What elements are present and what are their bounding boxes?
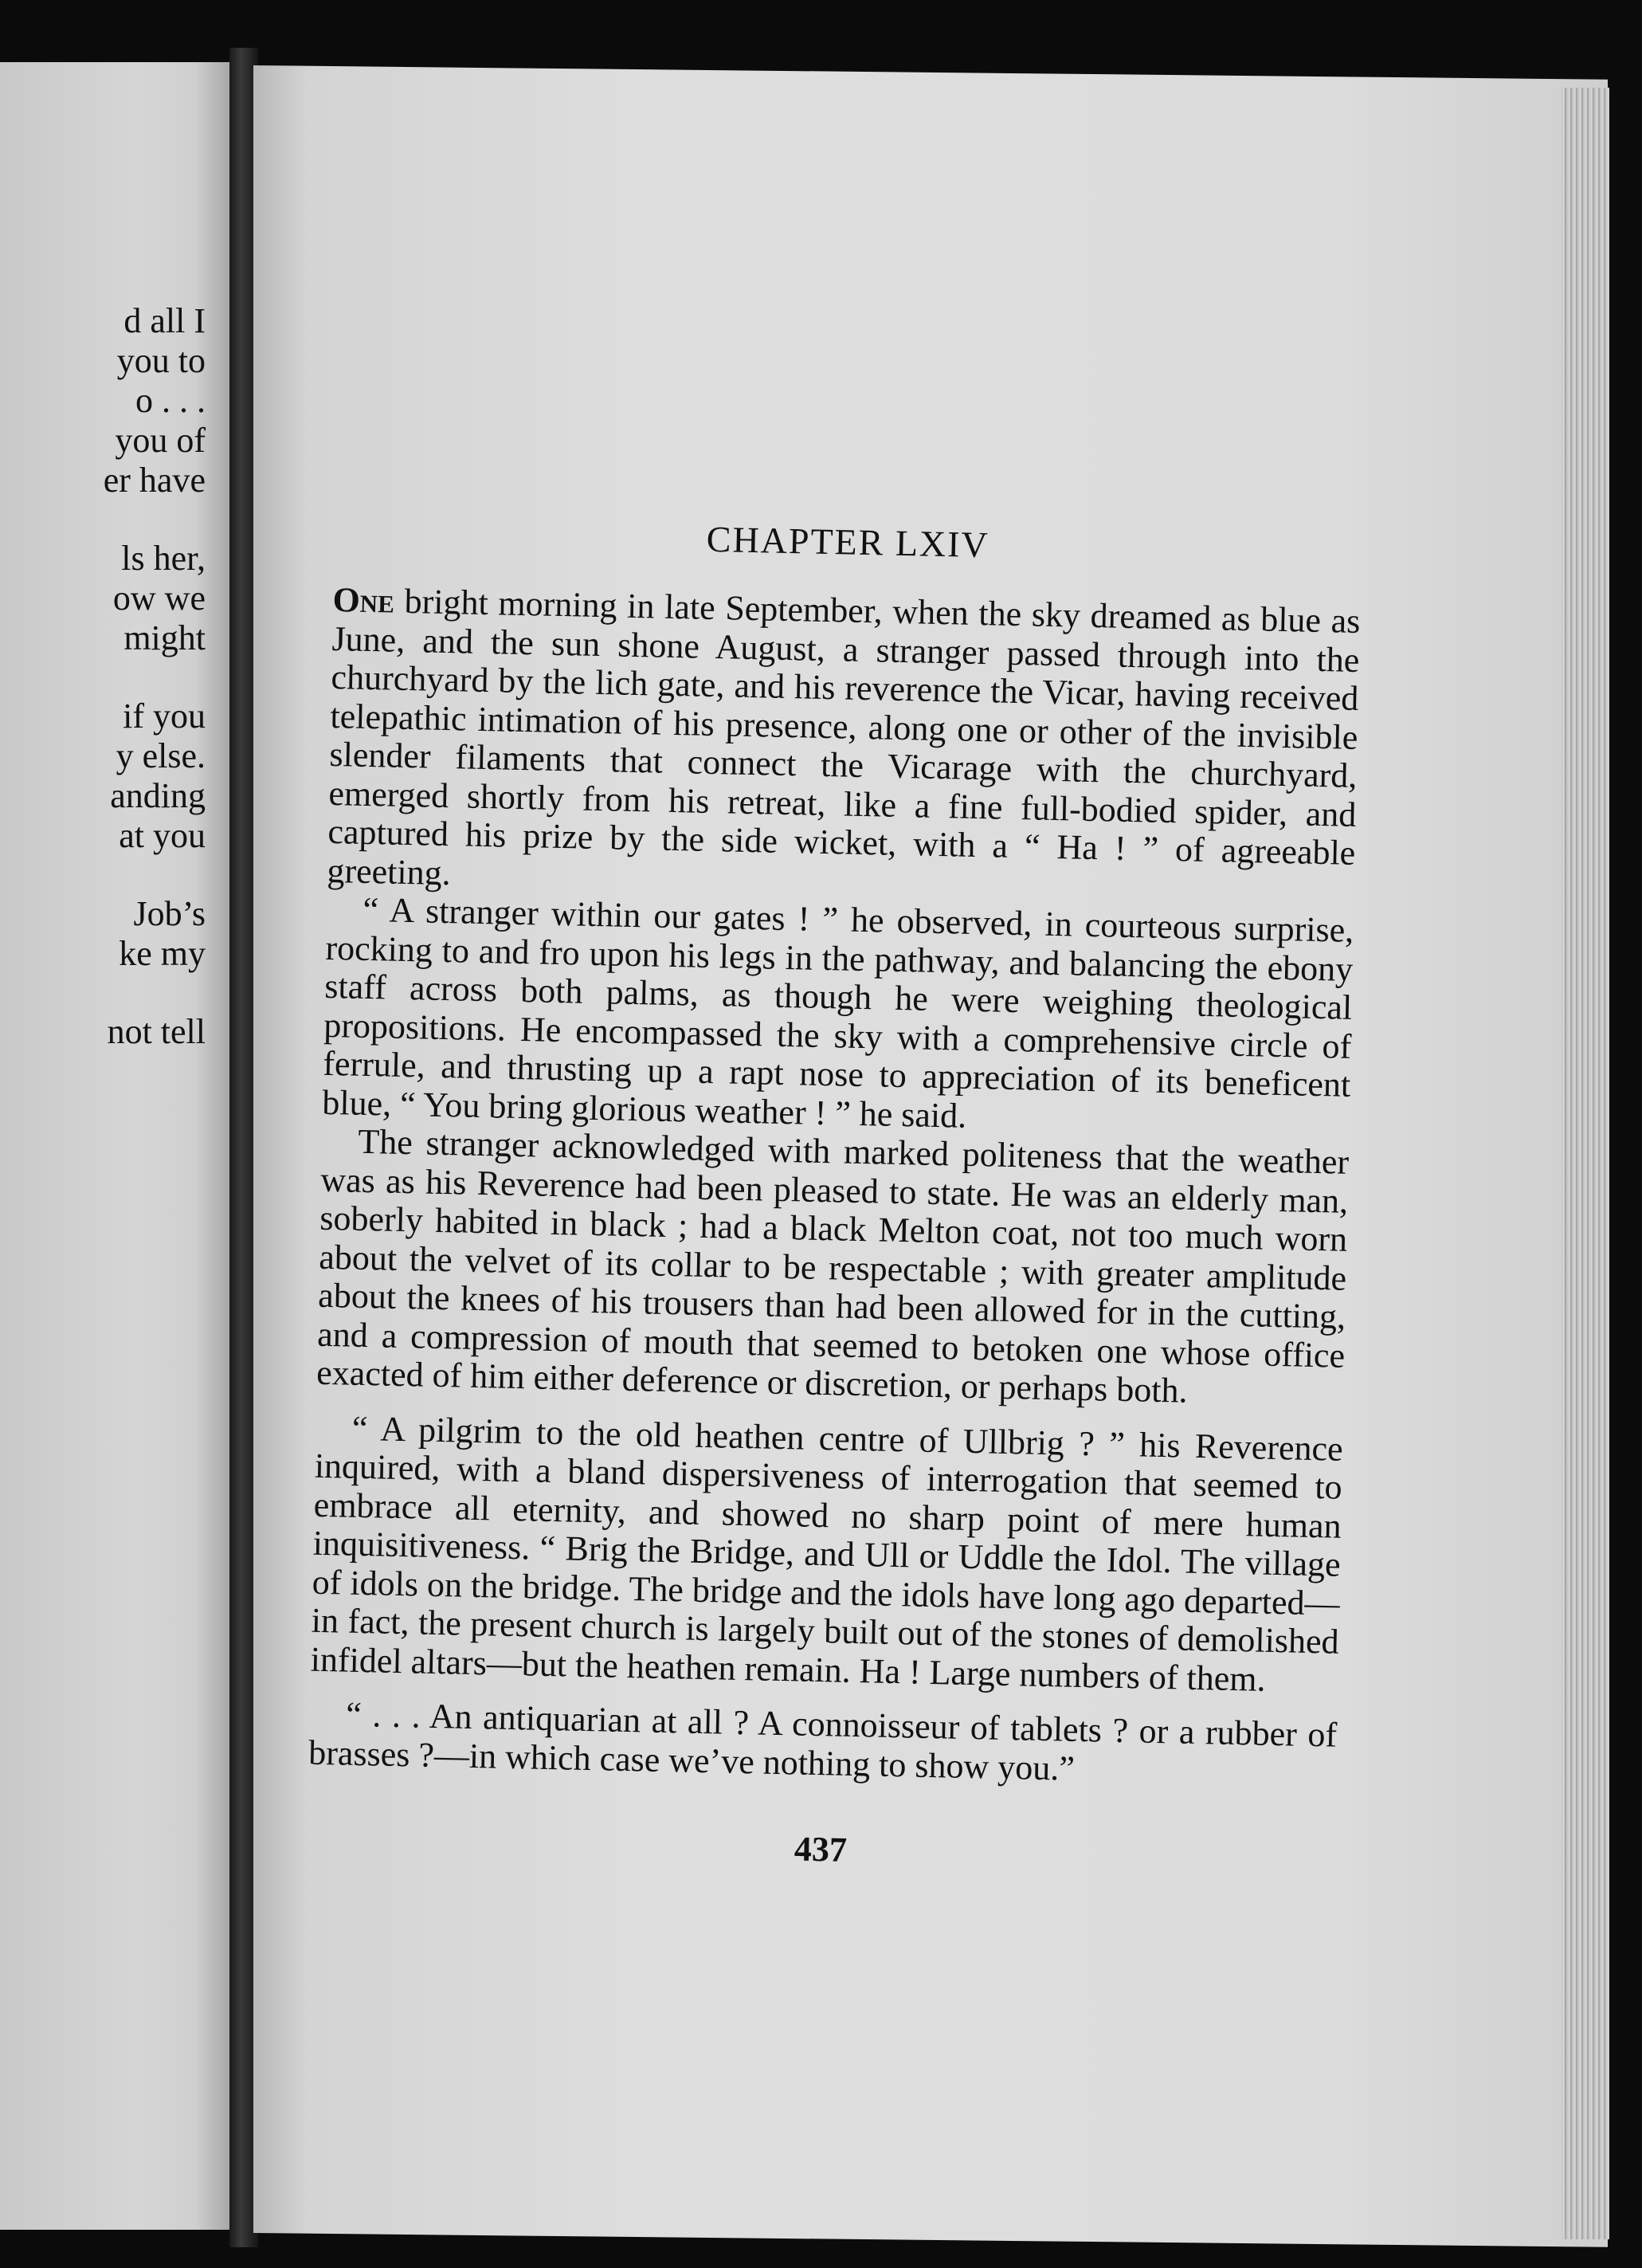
facing-line: you of — [115, 421, 206, 460]
facing-line: at you — [119, 816, 206, 855]
facing-line: er have — [103, 461, 206, 500]
page-edges — [1562, 88, 1609, 2239]
paragraph-5: “ . . . An antiquarian at all ? A connoisseur of tablets ? or a rubber of brasses ?—in which case we’ve nothing to show you.” — [308, 1694, 1338, 1788]
facing-line: Job’s — [133, 894, 206, 933]
facing-line: y else. — [116, 736, 206, 775]
facing-line: ls her, — [121, 539, 206, 578]
facing-page-left — [0, 62, 229, 2230]
page-content — [307, 510, 1362, 1881]
opening-word: One — [332, 579, 395, 621]
facing-line: you to — [116, 341, 206, 380]
paragraph-4: “ A pilgrim to the old heathen centre of Ullbrig ? ” his Reverence inquired, with a bland dispersiveness of interrogation that seemed to embrace all eternity, and showed no sharp point of mere human inquisitiveness. “ Brig the Bridge, and Ull or Uddle the Idol. The village of idols on the bridge. The bridge and the idols have long ago departed—in fact, the present church is largely built out of the stones of demolished infidel altars—but the heathen remain. Ha ! Large numbers of them. — [310, 1408, 1344, 1699]
facing-line: anding — [110, 776, 206, 815]
paragraph-2: “ A stranger within our gates ! ” he observed, in courteous surprise, rocking to and fro upon his legs in the pathway, and balancing the ebony staff across both palms, as though he were weighing theological propositions. He encompassed the sky with a comprehensive circle of ferrule, and thrusting up a rapt nose to appreciation of its beneficent blue, “ You bring glorious weather ! ” he said. — [321, 889, 1354, 1136]
chapter-title: CHAPTER LXIV — [706, 518, 990, 566]
facing-line: ke my — [119, 934, 206, 973]
paragraph-1 — [327, 581, 1361, 912]
facing-page-text — [0, 301, 229, 1052]
facing-line: o . . . — [135, 381, 206, 420]
facing-line: not tell — [107, 1012, 206, 1051]
paragraph-3: The stranger acknowledged with marked politeness that the weather was as his Reverence had been pleased to state. He was an elderly man, soberly habited in black ; had a black Melton coat, not too much worn about the velvet of its collar to be respectable ; with greater amplitude about the knees of his trousers than had been allowed for in the cutting, and a compression of mouth that seemed to betoken one whose office exacted of him either deference or discretion, or perhaps both. — [315, 1121, 1350, 1411]
facing-line: might — [123, 618, 206, 657]
facing-line: d all I — [123, 301, 206, 340]
facing-line: ow we — [112, 579, 206, 618]
facing-line: if you — [123, 696, 206, 736]
paragraph-1-text: bright morning in late September, when the sky dreamed as blue as June, and the sun shone August, a stranger passed through into the churchyard by the lich gate, and his reverence the Vicar, having received telepathic intimation of his presence, along one or other of the invisible slender filaments that connect the Vicarage with the churchyard, emerged shortly from his retreat, like a fine full-bodied spider, and captured his prize by the side wicket, with a “ Ha ! ” of agreeable greeting. — [327, 581, 1361, 893]
page-number: 437 — [794, 1829, 848, 1870]
